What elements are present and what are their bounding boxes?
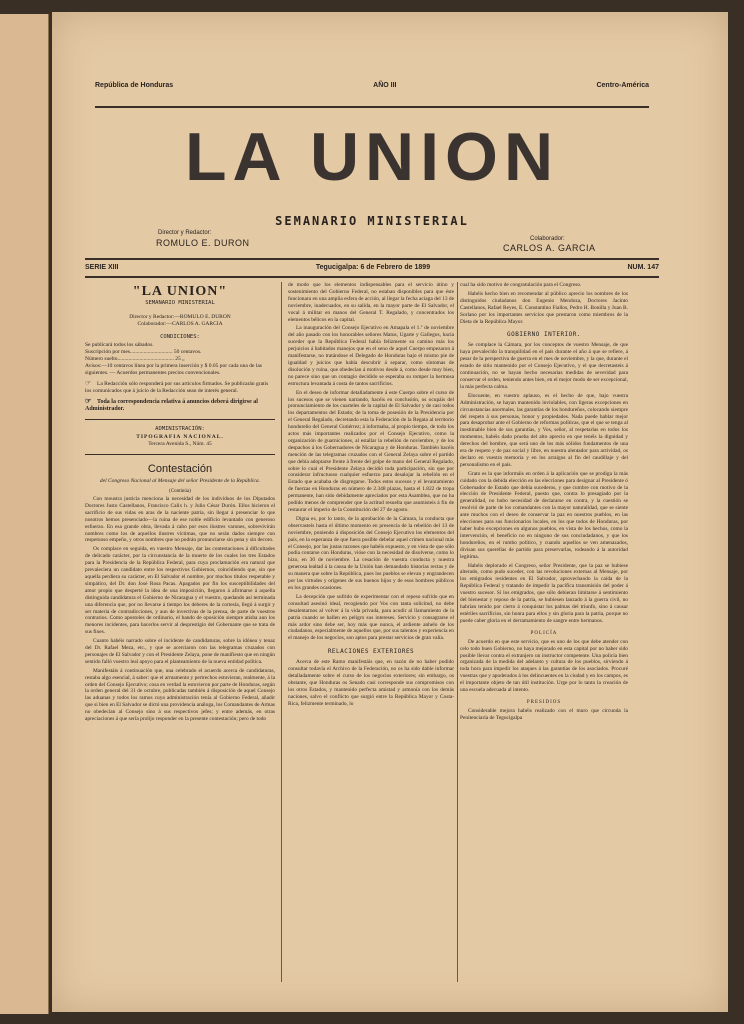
article-paragraph: cual ha sido motivo de congratulación para el Congreso. — [460, 282, 582, 288]
info-rule-top — [85, 258, 659, 260]
box-divider — [85, 419, 275, 420]
top-rule — [95, 106, 649, 108]
collab-name: CARLOS A. GARCIA — [503, 243, 596, 253]
article-paragraph: Elocuente, en vuestro aplauso, es el hecho de que, bajo vuestra Administración, se hayan mantenido inviolables, con ligeras excepciones en circunstancias anormales, las garantías de los hondureños, colocando siempre del respeto á sus personas, honor y propiedades. Nada puede hablar mejor para desaprobar ante el Gobierno de reformas políticas, que el que se tenga al inestimable bien de sus garantías, y Vos, señor, al respetarlas en todos los momentos, habéis dado prueba del alto aprecio en que tenéis la dignidad y derechos del hombre, que será uno de los más sólidos fundamentos de una era de respeto y de paz social y libre, en nuestra alentador para actividad, os declaro en vuestra memoria y en los arraigos al fin del caudillaje y del personalismo en el país. — [460, 392, 628, 468]
article-title: Contestación — [147, 463, 213, 475]
box-subtitle: SEMANARIO MINISTERIAL — [145, 300, 215, 306]
continued-mark: (Continúa) — [169, 489, 191, 494]
box-divider — [85, 454, 275, 455]
column-divider — [281, 282, 282, 982]
subsection-heading: POLICÍA — [530, 630, 558, 636]
year-label: AÑO III — [373, 82, 397, 89]
notice-item: ☞ Toda la correspondencia relativa á anuncios deberá dirigirse al Administrador. — [85, 397, 258, 412]
masthead-subtitle: SEMANARIO MINISTERIAL — [275, 214, 469, 228]
article-paragraph: Con moustra justicia menciona la necesidad de los individuos de los Diputados Doctores Justo Castellanos, Francisco Calix h. y Julio César Durón. Ellos hicieron el sacrificio de sus vidas en aras de la naciente patria, sin llegar á presenciar lo que nosotros hemos presenciado—la ruina de ese noble edificio levantado con generoso esfuerzo. En esa grande obra, llevada á cabo por esos ilustres varones, sobrevivirán nombres como los de aquellos ilustres víctimas, que no serán dados siempre con respetuoso empeño, y otros nombres que no podrán pronunciarse sin pena y sin decoro. — [85, 496, 275, 544]
admin-heading: ADMINISTRACIÓN: — [155, 426, 205, 432]
top-strip — [95, 82, 649, 89]
article-paragraph: Os complace en seguida, en vuestro Mensaje, dar las contestaciones á dificultades de delicado carácter, por la circunstancia de la muerte de los cuales los tres Estados para la Presidencia de la República Federal, para cuya proclamación era natural que prevaleciera un candidato entre los respectivos Gobiernos, coincidiendo que, sin que aquella perdiera su carácter, en El Salvador el nombre, por muchos títulos respetable y simpático, del Dr. don José Rosa Pacas. Apagados por fin los susceptibilidades del amor propio que desperté la idea de una imposición, llegaron á afirmarse á aquella distinguida candidatura el Gobierno de Nicaragua y el vuestro, quedando así terminada una diferencia que, por no llevarse á tiempo los deberes de la cortesía, llegó á surgir y ser materia de contradicciones, y aun de invectivas de la prensa, de parte de vuestros contrarios. Como apostoles de ordinario, el bando de oposición siempre atisba aun los menores incidentes, para hacerlos servir al desprestigio del Gobernante que se trata de sus fines. — [85, 546, 275, 636]
notice-item: ☞ La Redacción sólo responderá por sus artículos firmados. Se publicarán gratis los comunicados que á juicio de la Redacción sean de interés general. — [85, 379, 269, 394]
country-label: República de Honduras — [95, 82, 174, 89]
issue-info-bar — [85, 264, 659, 271]
info-rule-bottom — [85, 276, 659, 278]
column-divider — [457, 282, 458, 982]
subsection-heading: PRESIDIOS — [526, 699, 562, 705]
section-heading: RELACIONES EXTERIORES — [327, 648, 415, 656]
section-heading: GOBIERNO INTERIOR. — [506, 331, 582, 339]
issue-number: NUM. 147 — [627, 264, 659, 271]
condition-item: Número suelto......................................... 25 „ — [85, 356, 185, 362]
column-3 — [460, 282, 628, 994]
article-paragraph: Se complace la Cámara, por los conceptos de vuestro Mensaje, de que haya prevalecido la tranquilidad en el país durante el año á que se refiere, á pesar de la perspectiva de guerra en el mes de noviembre, y la que, durante el estado de sitio mantenido por el Consejo Ejecutivo, y el que decretasteis á continuación, no se hayan hecho necesarias medidas de severidad para conservar el orden, teniendo antes bien, en el mejor modo de ser excepcional, la más perfecta calma. — [460, 342, 628, 390]
director-role: Director y Redactor: — [158, 230, 212, 236]
article-paragraph: Digna es, por lo tanto, de la aprobación de la Cámara, la conducta que observasteis hasta el último momento en presencia de la rebelión del 13 de noviembre, poniendo á disposición del Consejo Ejecutivo los elementos del país, en la esperanza de que fuera posible debelar aquel crimen nacional más el Consejo, por las justas razones que habéis expuesto, y en vista de que sólo podía contarse con Honduras, vióse con la necesidad de disolverse, como lo hizo, en 30 de noviembre. La cesación de vuestra conducta y nuestra generosa lealtad á la causa de la Unión han demandado historias rectas y de su manera que sobre la República, pues los pueblos se elevan y engrandecen por las virtudes y orígenes de sus buenos hijos y de esos hombres públicos en los grandes ocasiones. — [288, 515, 454, 591]
box-collab-line: Colaborador:—CARLOS A. GARCIA — [137, 321, 223, 327]
box-director-line: Director y Redactor:—ROMULO E. DURON — [129, 314, 231, 320]
director-name: ROMULO E. DURON — [156, 238, 250, 248]
box-title: "LA UNION" — [132, 284, 228, 299]
article-paragraph: Manifestáis á continuación que, una celebrado el acuerdo acerca de candidaturas, restaba algo esencial, á saber: que el armamento y pertrechos estuvieran, realmente, á la orden del Consejo Ejecutivo; cosa en verdad la estuvieron por parte de Honduras, según la orden general del 31 de octubre, publicadas también á disposición de aquel Consejo las aduanas y todos los ramos cuya administración tenía al Gobierno Federal, añadir que si bien en El Salvador se dictó una providencia análoga, los Comandantes de Armas no obedecían al Consejo sino á sus respectivos jefes; y entre además, en otras apreciaciones á que sería prolijo responder en la presente contestación; pero de todo — [85, 667, 275, 723]
conditions-heading: CONDICIONES: — [160, 334, 200, 340]
admin-address: Tercera Avenida S., Núm. 45 — [148, 441, 212, 447]
condition-item: Suscripción por mes............................... 50 centavos. — [85, 349, 202, 355]
column-2 — [288, 282, 454, 994]
condition-item: Se publicará todos los sábados. — [85, 342, 154, 348]
article-paragraph: De acuerdo en que este servicio, que es uno de los que debe atender con celo todo buen Gobierno, no haya mejorado en esta capital por no haber sido posible llevar contra el extranjero un instructor competente. Una policía bien organizada de la medida del adelanto y cultura de los pueblos, sirviendo á toda hora para impedir los ataques á las garantías de los asociados. Procuré vuestras que y apoderados á los delincuentes en la ciudad y en los campos, es el importante objeto de tan útil institución. Urge por lo tanto la creación de una escuela adecuada al intento. — [460, 638, 628, 694]
article-paragraph: Habéis deplorado el Congreso, señor Presidente, que la paz se hubiese alterado, como pudo suceder, con las revoluciones externas al Mensaje, por los emigrados residentes en El Salvador, aprovechando la caída de la República Federal y tratando de impedir la pacífica transmisión del poder á vuestro sucesor. Si los emigrados, que sólo debieran limitarse á sentimiento del bienestar y reposo de la patria, se hubiesen lanzado á la guerra civil, no habrían tenido por cierto á conquistar los palmas del triunfo, sino á causar estériles sacrificios, sin honra para ellos y sin gloria para la patria, porque no puede caber gloria en el derramamiento de sangre entre hermanos. — [460, 562, 628, 624]
pointing-hand-icon: ☞ — [85, 397, 92, 405]
article-paragraph: Considerable mejora habéis realizado con el muro que circunda la Penitenciaría de Tegucigalpa — [460, 707, 628, 721]
article-paragraph: Acerca de este Ramo manifestáis que, en razón de no haber podido consultar todavía el Archivo de la Federación, no os ha sido dable informar detalladamente sobre el curso de los negocios exteriores; sin embargo, os obstante, que Honduras os Senado casi corresponde sus compromisos con los otros Estados, y mantenido perfecta amistad y armonía con los demás naciones, salvo el conflicto que surgió entre la República Mayor y Costa-Rica, felizmente terminado, lo — [288, 659, 454, 707]
article-paragraph: Habéis hecho bien en recomendar al público aprecio los nombres de los distinguidos ciudadanos don Eugenio Mendoza, Doctores Jacinto Castellanos, Rafael Reyes, E. Constantino Fiallos, Pedro H. Bonilla y Juan B. Sorlano por los importantes servicios que prestaron como miembros de la Dieta de la República Mayor. — [460, 290, 628, 325]
region-label: Centro-América — [596, 82, 649, 89]
admin-name: TIPOGRAFIA NACIONAL. — [136, 434, 224, 440]
column-1 — [85, 282, 275, 994]
article-paragraph: En el deseo de informar detalladamente á este Cuerpo sobre el curso de los sucesos que se vienen narrando, hacéis en conclusión, os ocupáis del pronunciamiento de los cuarteles de la capital de El Salvador y de casi todos los departamentos del Estado; de la toma de posesión de la Presidencia por el General Regalado, decretando esta la Federación de la Regata al territorio hondureño del General Gutiérrez; á informaba, al propio tiempo, de todo los actos más importantes realizados por el Consejo Ejecutivo, como la organización de guarniciones, al estallar la rebelión de noviembre, y de los despachos á los Gobernadores de Nicaragua y de Honduras. También hacéis mención de las telegramas cruzados con el General Zelaya sobre el partido que debía adoptarse frente á frente del golpe de mano del General Regalado, sobre lo cual el Presidente Zelaya decidió toda participación, sin que por considerar infructuoso cualquier esfuerzo para desalojar la rebelión en el Estado que acababa de disgregarse. Todos estos sucesos y el levantamiento de fuerzas en Honduras en número de 2.348 plazas, hasta el 1.822 de tropa permanente, han sido debidamente apreciados por esta Asamblea, que no ha podido menos de comprender que la actitud resuelta que asumisteis á fin de restaurar el imperio de la Constitución del 27 de agosto. — [288, 389, 454, 513]
article-paragraph: de modo que los elementos indispensables para el servicio útino y sostenimiento del Gobierno Federal, no estaban disponibles para que éste funcionara en una amplia esfera de acción, al llegar la fecha aciaga del 13 de noviembre, inadecuados, en su salida, en la mayor parte de El Salvador, el vocal á militar en manos del General T. Regalado, y concentrados los elementos bélicos en la capital. — [288, 282, 454, 323]
masthead-title: LA UNION — [184, 119, 560, 195]
article-paragraph: Cuanto habéis narrado sobre el incidente de candidaturas, sobre la idónea y tenaz del Dr. Rafael Meza, etc., y que se acerciaron con las telegramas cruzados con personajes de El Salvador y con el Presidente Zelaya, pone de manifiesto que en ningún sentido falló vuestro leal apoyo para el planteamiento de la nueva entidad política. — [85, 638, 275, 665]
pointing-hand-icon: ☞ — [85, 379, 92, 387]
article-paragraph: Grato es la que informáis en orden á la aplicación que se prodiga la más cuidado con la debida elección en las elecciones para designar al Presidente ó Gobernador de Estado que debía sucederos, y que cumbre con motivo de la elección de Presidente Federal, puesto que, contra lo presagiado por la generalidad, no hubo necesidad de declararse en contra, y la cuestión se resolvió de parte de los comandantes con la mayor naturalidad, que se siente ante muchos con el deseo de conservar la paz en nuestros pueblos, en las elecciones para sus funcionarios locales, en los que todos de Honduras, por haber hubo excepciones en algunos pueblos, en vista de los hechos, como la intervención, el beneficio no en ninguno de sus conciudadanos, y que los hondureños, en el rumbo político, y cuando aquellos se ven amenazados, divisan sus querellas de partido para preservarlas, rodeando á la autoridad legítima. — [460, 470, 628, 560]
collab-role: Colaborador: — [530, 236, 565, 242]
place-date: Tegucigalpa: 6 de Febrero de 1899 — [315, 264, 431, 271]
article-paragraph: La inauguración del Consejo Ejecutivo en Amapala el 1.º de noviembre del año pasado con los honorables señores Matus, Ugarte y Gallegos, hacía suceder que la República Federal había felizmente su camino más los perjuicios á habitados manejos que en el seno de aquel Cuerpo empezaron á manifestarse, no tratándose el Delegado de Honduras bajo el mismo pie de igualdad y juicios que había descubrir á separar, como síntomas de disolución y ruina, que obedecían á motivos desde á, como desde muy bien, no parece sino que un contagio decidido se esperaba su romper la hermosa estructura levantada á costa de tantos sacrificios. — [288, 325, 454, 387]
condition-item: Avisos:—10 centavos línea por la primera inserción y $ 0.05 por cada una de las siguientes. — Acuerdos permanentes precios convencionales. — [85, 363, 262, 376]
article-paragraph: La decepción que sufrido de experimentar con el repeso sufrido que en consultad asesinó ideal, recogiendo por Vos con tanta solicitud, no debe desalentarnos al volver á la vida privada, para acudir al llamamiento de la patria cuando se hallen en peligro sus intereses. Servicio y consagrarse el más ardor sino debe ser, hoy más que nunca, el ardiente anhelo de los ciudadanos, especialmente de aquellos que, por sus talentos y experiencia en el manejo de los negocios, son aptos para prestar servicios de gran valía. — [288, 593, 454, 642]
article-subtitle: del Congreso Nacional al Mensaje del señor Presidente de la República. — [99, 478, 261, 484]
series-label: SERIE XIII — [85, 264, 119, 271]
